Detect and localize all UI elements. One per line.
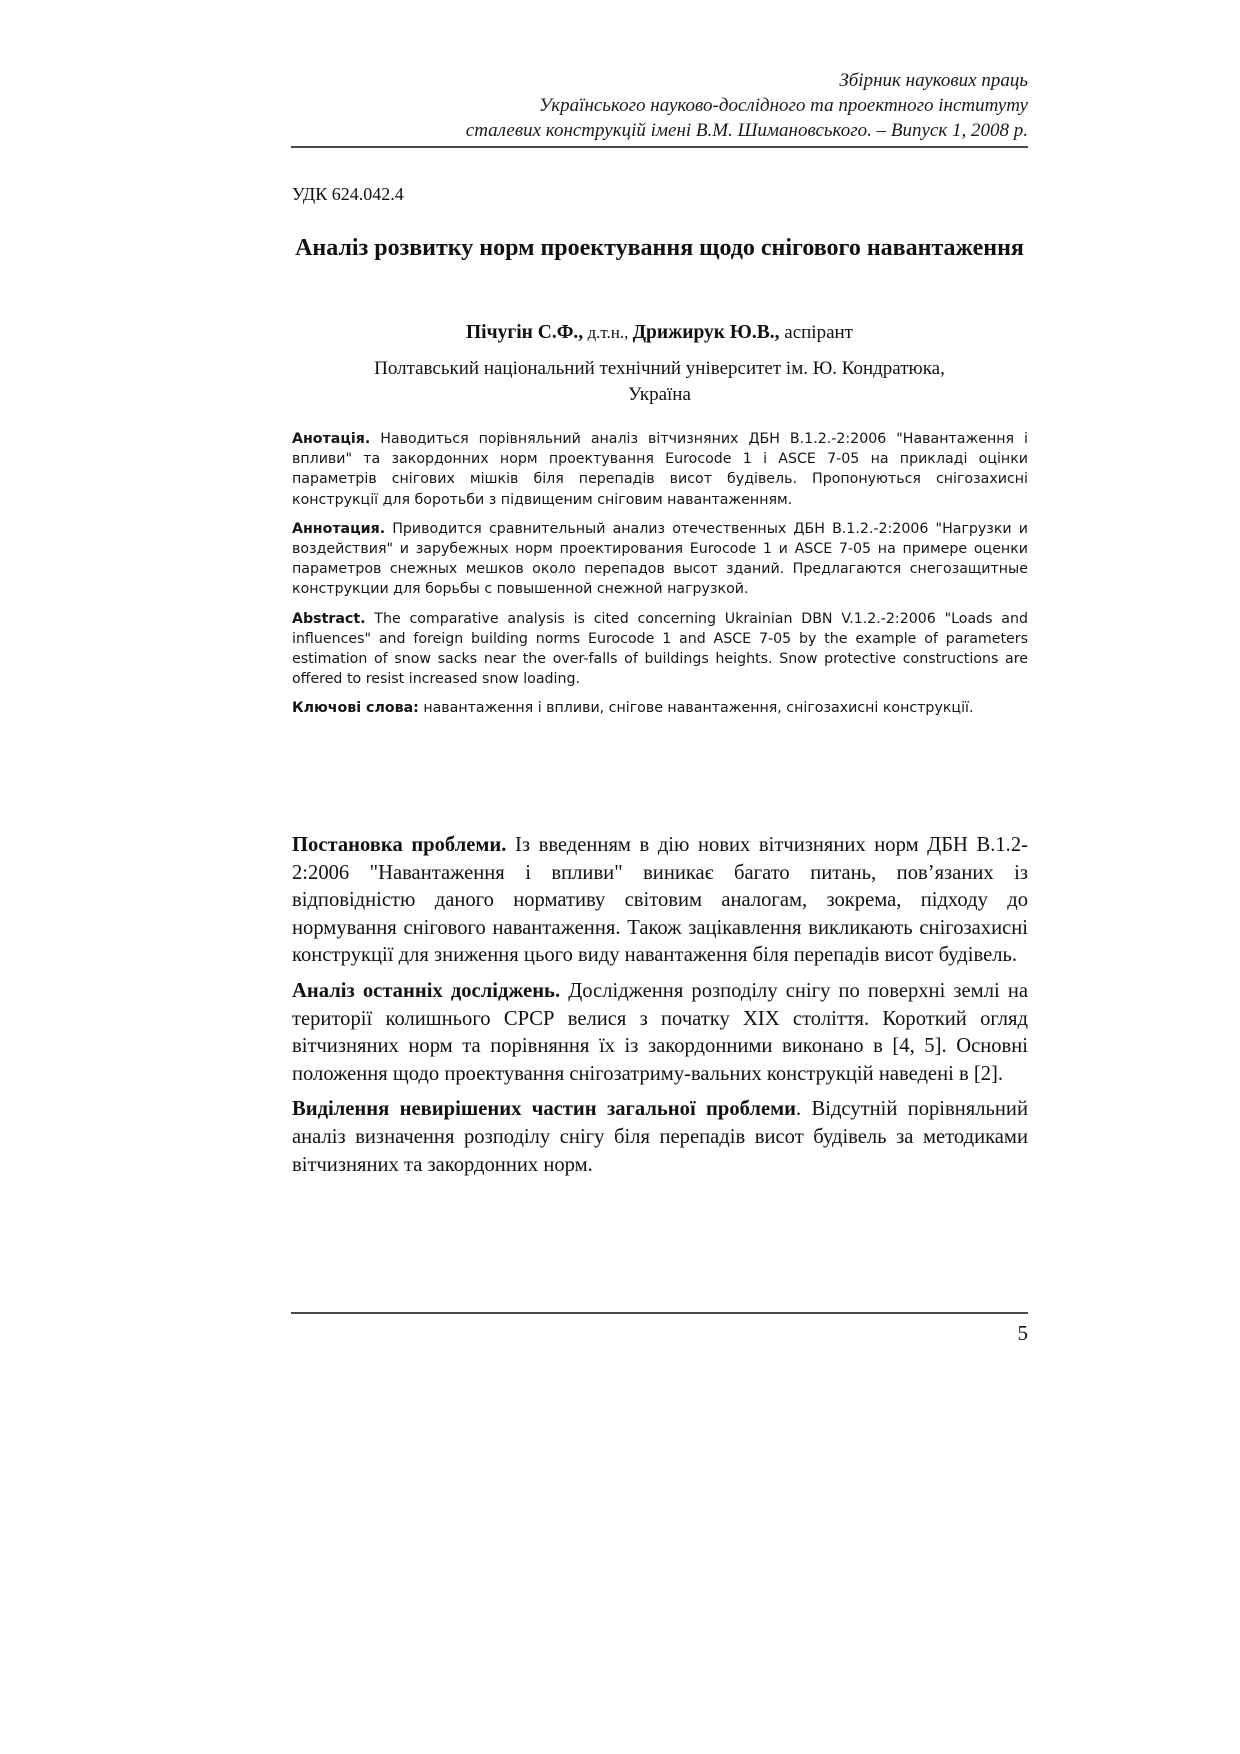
- author-2-name: Дрижирук Ю.В.,: [632, 322, 780, 343]
- affiliation-line-2: Україна: [628, 384, 691, 405]
- abstract-ukrainian: [292, 429, 1028, 510]
- section-text: Дослідження розподілу снігу по поверхні землі на території колишнього СРСР велися з початку XIX століття. Короткий огляд вітчизняних норм та порівняння їх із закордонними виконано в [4, 5]. Основні положення щодо проектування снігозатриму-вальних конструкцій наведені в [2].: [292, 979, 1028, 1085]
- article-body: [292, 832, 1028, 1187]
- affiliation: [291, 356, 1028, 408]
- running-head-line-1: Збірник наукових праць: [839, 70, 1028, 91]
- abstract-russian: [292, 519, 1028, 600]
- keywords-label: Ключові слова:: [292, 700, 419, 717]
- section-recent-research: [292, 978, 1028, 1088]
- section-problem-statement: [292, 832, 1028, 970]
- author-1-degree: д.т.н.,: [583, 323, 633, 342]
- author-1-name: Пічугін С.Ф.,: [466, 322, 584, 343]
- footer-divider: [291, 1312, 1028, 1314]
- abstract-russian-text: Приводится сравнительный анализ отечественных ДБН В.1.2.-2:2006 "Нагрузки и воздействия" и зарубежных норм проектирования Eurocode 1 и ASCE 7-05 на примере оценки параметров снежных мешков около перепадов высот зданий. Предлагаются снегозащитные конструкции для борьбы с повышенной снежной нагрузкой.: [292, 520, 1028, 598]
- abstract-ukrainian-text: Наводиться порівняльний аналіз вітчизняних ДБН В.1.2.-2:2006 "Навантаження і впливи" та закордонних норм проектування Eurocode 1 і ASCE 7-05 на прикладі оцінки параметрів снігових мішків біля перепадів висот будівель. Пропонуються снігозахисні конструкції для боротьби з підвищеним сніговим навантаженням.: [292, 431, 1028, 508]
- author-2-degree: аспірант: [779, 322, 853, 343]
- header-divider: [291, 146, 1028, 148]
- section-heading: Аналіз останніх досліджень.: [292, 979, 561, 1002]
- running-head-line-2: Українського науково-дослідного та проектного інституту: [538, 95, 1028, 116]
- running-head-line-3: сталевих конструкцій імені В.М. Шимановського. – Випуск 1, 2008 р.: [465, 120, 1028, 141]
- authors-line: [291, 321, 1028, 345]
- section-heading: Постановка проблеми.: [292, 834, 507, 856]
- section-unsolved-problems: [292, 1096, 1028, 1179]
- article-title: Аналіз розвитку норм проектування щодо снігового навантаження: [295, 235, 1024, 261]
- keywords-text: навантаження і впливи, снігове навантаження, снігозахисні конструкції.: [418, 700, 974, 717]
- affiliation-line-1: Полтавський національний технічний університет ім. Ю. Кондратюка,: [374, 358, 945, 379]
- abstracts-block: [292, 429, 1028, 728]
- abstract-ukrainian-label: Анотація.: [292, 431, 371, 447]
- keywords: [292, 698, 1028, 718]
- abstract-english-label: Abstract.: [292, 610, 366, 627]
- section-text: . Відсутній порівняльний аналіз визначення розподілу снігу біля перепадів висот будівель за методиками вітчизняних та закордонних норм.: [292, 1098, 1028, 1176]
- section-text: Із введенням в дію нових вітчизняних норм ДБН В.1.2-2:2006 "Навантаження і впливи" виникає багато питань, пов’язаних із відповідністю даного нормативу світовим аналогам, зокрема, підходу до нормування снігового навантаження. Також зацікавлення викликають снігозахисні конструкції для зниження цього виду навантаження біля перепадів висот будівель.: [292, 834, 1028, 967]
- abstract-english-text: The comparative analysis is cited concerning Ukrainian DBN V.1.2.-2:2006 "Loads and influences" and foreign building norms Eurocode 1 and ASCE 7-05 by the example of parameters estimation of snow sacks near the over-falls of buildings heights. Snow protective constructions are offered to resist increased snow loading.: [292, 610, 1028, 688]
- abstract-english: [292, 609, 1028, 690]
- abstract-russian-label: Аннотация.: [292, 520, 386, 537]
- running-head: [291, 68, 1028, 143]
- section-heading: Виділення невирішених частин загальної проблеми: [292, 1098, 796, 1121]
- page-number: 5: [1017, 1321, 1028, 1345]
- udk-code: УДК 624.042.4: [292, 184, 404, 204]
